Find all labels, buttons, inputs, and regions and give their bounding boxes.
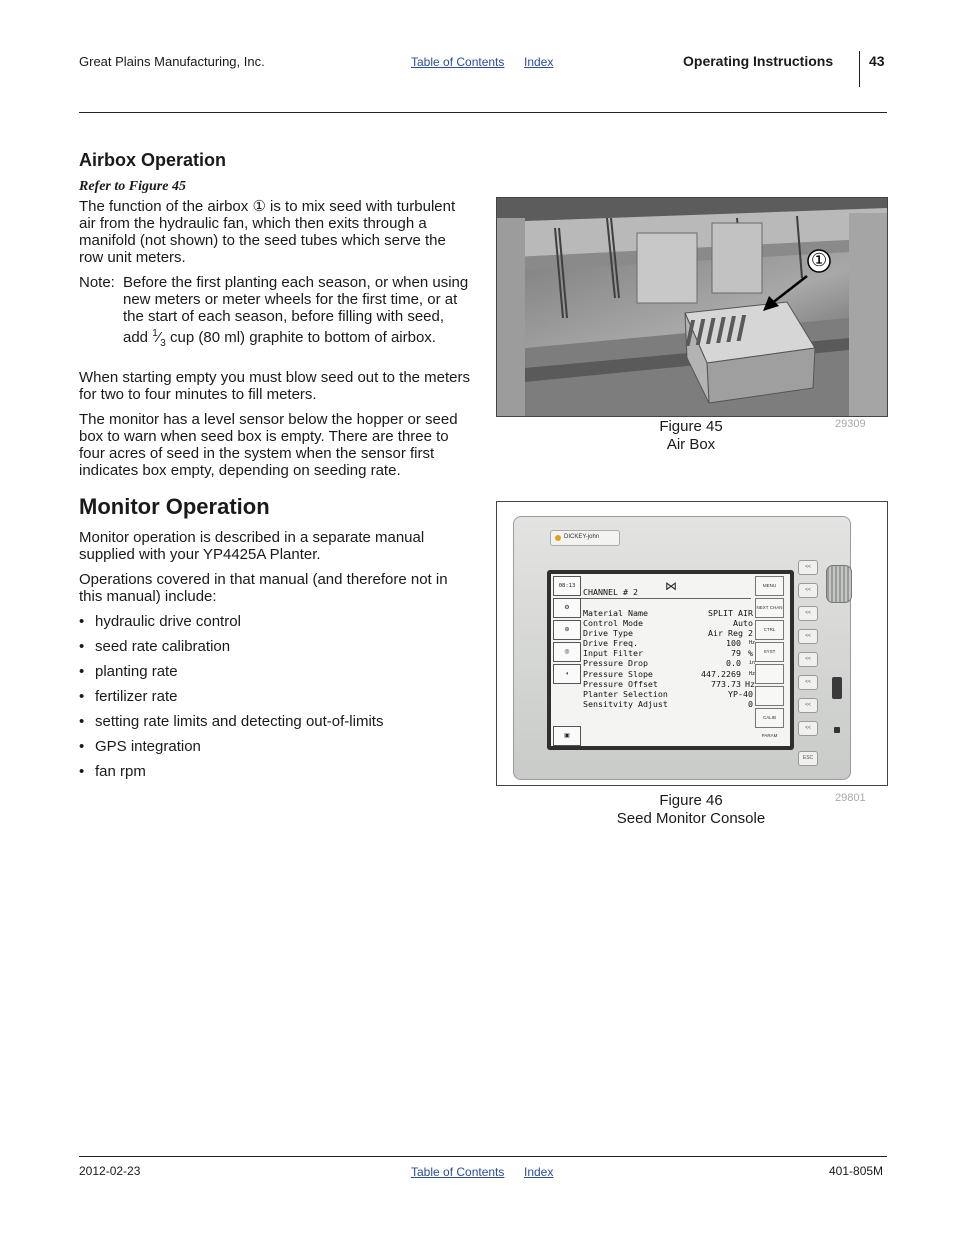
- system-setup-tile[interactable]: SYST: [755, 642, 784, 662]
- table-row[interactable]: [583, 679, 755, 689]
- bullet-text: seed rate calibration: [95, 638, 231, 655]
- monitor-heading: Monitor Operation: [79, 494, 270, 519]
- monitor-console: [513, 516, 851, 780]
- row-value: Auto: [733, 618, 753, 629]
- steering-wheel-icon[interactable]: ◎: [553, 642, 581, 662]
- airbox-photo: [496, 197, 888, 417]
- menu-screen-tile[interactable]: MENU: [755, 576, 784, 596]
- bullet-dot: •: [79, 688, 85, 705]
- bullet-dot: •: [79, 663, 85, 680]
- blank-tile[interactable]: [755, 664, 784, 684]
- figure46-ref: 29801: [835, 792, 866, 804]
- row-label: Drive Freq.: [583, 638, 638, 649]
- blank-tile[interactable]: [755, 686, 784, 706]
- airbox-heading: Airbox Operation: [79, 150, 227, 170]
- row-unit: %: [748, 648, 753, 659]
- table-row[interactable]: [583, 689, 755, 699]
- row-value: SPLIT AIR: [708, 608, 753, 618]
- led-indicator-icon: [834, 727, 840, 733]
- row-value: 100: [726, 638, 741, 649]
- airbox-paragraph-3: The monitor has a level sensor below the hopper or seed box to warn when seed box is empty. There are three to four acres of seed in the system when the sensor first indicates box empty, depending on seeding rate.: [79, 411, 458, 479]
- softkey-button[interactable]: <<: [798, 606, 818, 621]
- table-row[interactable]: [583, 648, 755, 658]
- row-unit: Hz: [745, 678, 755, 689]
- softkey-button[interactable]: <<: [798, 698, 818, 713]
- row-value: 0.0: [726, 658, 741, 669]
- monitor-screen: [551, 574, 790, 746]
- header-index-link[interactable]: Index: [524, 55, 554, 69]
- console-logo-badge: [550, 530, 620, 546]
- header-rule: [79, 112, 887, 113]
- bullet-dot: •: [79, 638, 85, 655]
- bullet-text: setting rate limits and detecting out-of-limits: [95, 713, 384, 730]
- rotary-knob-icon[interactable]: [826, 565, 852, 603]
- figure45-number: Figure 45: [659, 418, 723, 435]
- airbox-paragraph-2: When starting empty you must blow seed out to the meters for two to four minutes to fill meters.: [79, 369, 471, 403]
- note-text-b: cup (80 ml) graphite to bottom of airbox.: [165, 329, 436, 346]
- softkey-button[interactable]: <<: [798, 652, 818, 667]
- logo-mark-icon: [555, 535, 561, 541]
- bullet-text: fan rpm: [95, 763, 146, 780]
- footer-date: 2012-02-23: [79, 1164, 141, 1178]
- row-label: Input Filter: [583, 648, 643, 659]
- next-channel-tile[interactable]: NEXT CHAN: [755, 598, 784, 618]
- figure46-caption: [591, 792, 791, 828]
- softkey-button[interactable]: <<: [798, 721, 818, 736]
- usb-slot-icon: [832, 677, 842, 699]
- table-row[interactable]: [583, 638, 755, 648]
- header-company: Great Plains Manufacturing, Inc.: [79, 54, 265, 69]
- row-value: 773.73: [711, 678, 741, 689]
- parameter-table: [583, 608, 755, 709]
- airbox-photo-illustration: [497, 198, 887, 416]
- header-section-title: Operating Instructions: [683, 53, 834, 69]
- airbox-callout-label: ①: [811, 250, 828, 270]
- tractor-icon[interactable]: ⚙: [553, 598, 581, 618]
- valve-icon: ⋈: [665, 579, 677, 593]
- softkey-button[interactable]: <<: [798, 560, 818, 575]
- row-label: Sensitvity Adjust: [583, 698, 668, 709]
- channel-header-line: [581, 598, 751, 599]
- header-divider: [859, 51, 860, 87]
- row-label: Pressure Drop: [583, 658, 648, 669]
- camera-icon[interactable]: ▣: [553, 726, 581, 746]
- page-number: 43: [869, 53, 885, 69]
- esc-button[interactable]: ESC: [798, 751, 818, 766]
- table-row[interactable]: [583, 699, 755, 709]
- airbox-refer: Refer to Figure 45: [79, 179, 186, 194]
- row-label: Control Mode: [583, 618, 643, 629]
- monitor-paragraph-1: Monitor operation is described in a separate manual supplied with your YP4425A Planter.: [79, 529, 425, 563]
- footer-toc-link[interactable]: Table of Contents: [411, 1165, 505, 1179]
- table-row[interactable]: [583, 608, 755, 618]
- bullet-text: fertilizer rate: [95, 688, 178, 705]
- softkey-button[interactable]: <<: [798, 675, 818, 690]
- row-value: Air Reg 2: [708, 628, 753, 639]
- row-value: 79: [731, 648, 741, 659]
- bullet-dot: •: [79, 763, 85, 780]
- row-label: Planter Selection: [583, 688, 668, 699]
- satellite-icon[interactable]: ⊛: [553, 620, 581, 640]
- note-fraction-denominator: 3: [160, 338, 166, 349]
- note-label: Note:: [79, 274, 115, 291]
- figure46-title: Seed Monitor Console: [616, 810, 766, 827]
- bullet-text: planting rate: [95, 663, 178, 680]
- row-value: 0: [748, 698, 753, 709]
- gauge-icon[interactable]: ◖: [553, 664, 581, 684]
- row-value: YP-40: [728, 688, 753, 699]
- calibration-param-tile[interactable]: CALIB PARAM: [755, 708, 784, 728]
- airbox-paragraph-1: The function of the airbox ① is to mix seed with turbulent air from the hydraulic fan, which then exits through a manifold (not shown) to the seed tubes which serve the row unit meters.: [79, 198, 456, 266]
- row-unit: Hz: [748, 670, 755, 677]
- table-row[interactable]: [583, 658, 755, 668]
- softkey-button[interactable]: <<: [798, 583, 818, 598]
- table-row[interactable]: [583, 618, 755, 628]
- row-label: Material Name: [583, 608, 648, 618]
- clock-icon[interactable]: [553, 576, 581, 596]
- row-unit: in: [748, 660, 755, 667]
- bullet-dot: •: [79, 713, 85, 730]
- note-text-a: Before the first planting each season, or when using new meters or meter wheels for the first time, or at the start of each season, before filling with seed, add: [123, 274, 469, 346]
- note-text: Before the first planting each season, or when using new meters or meter wheels for the first time, or at the start of each season, before filling with seed, add $^1⁄_3$ cup (80 ml) graphite to bottom of airbox.: [123, 274, 469, 349]
- bullet-dot: •: [79, 738, 85, 755]
- channel-label: CHANNEL # 2: [583, 587, 638, 597]
- bullet-text: GPS integration: [95, 738, 201, 755]
- footer-index-link[interactable]: Index: [524, 1165, 554, 1179]
- header-toc-link[interactable]: Table of Contents: [411, 55, 505, 69]
- figure45-title: Air Box: [666, 436, 716, 453]
- figure46-number: Figure 46: [659, 792, 723, 809]
- control-setup-tile[interactable]: CTRL: [755, 620, 784, 640]
- row-unit: Hz: [748, 640, 755, 647]
- table-row[interactable]: [583, 669, 755, 679]
- clock-time: 08:13: [558, 583, 576, 589]
- footer-doc-number: 401-805M: [829, 1164, 884, 1178]
- row-value: 447.2269: [701, 668, 741, 679]
- row-label: Pressure Offset: [583, 678, 658, 689]
- figure45-caption: [591, 418, 791, 454]
- seed-monitor-figure: [496, 501, 888, 786]
- console-logo-text: DICKEY-john: [564, 534, 600, 540]
- note-fraction-numerator: 1: [152, 328, 158, 339]
- monitor-paragraph-2: Operations covered in that manual (and therefore not in this manual) include:: [79, 571, 448, 605]
- row-label: Drive Type: [583, 628, 633, 639]
- softkey-button[interactable]: <<: [798, 629, 818, 644]
- bullet-dot: •: [79, 613, 85, 630]
- figure45-ref: 29309: [835, 418, 866, 430]
- row-label: Pressure Slope: [583, 668, 653, 679]
- bullet-text: hydraulic drive control: [95, 613, 241, 630]
- table-row[interactable]: [583, 628, 755, 638]
- footer-rule: [79, 1156, 887, 1157]
